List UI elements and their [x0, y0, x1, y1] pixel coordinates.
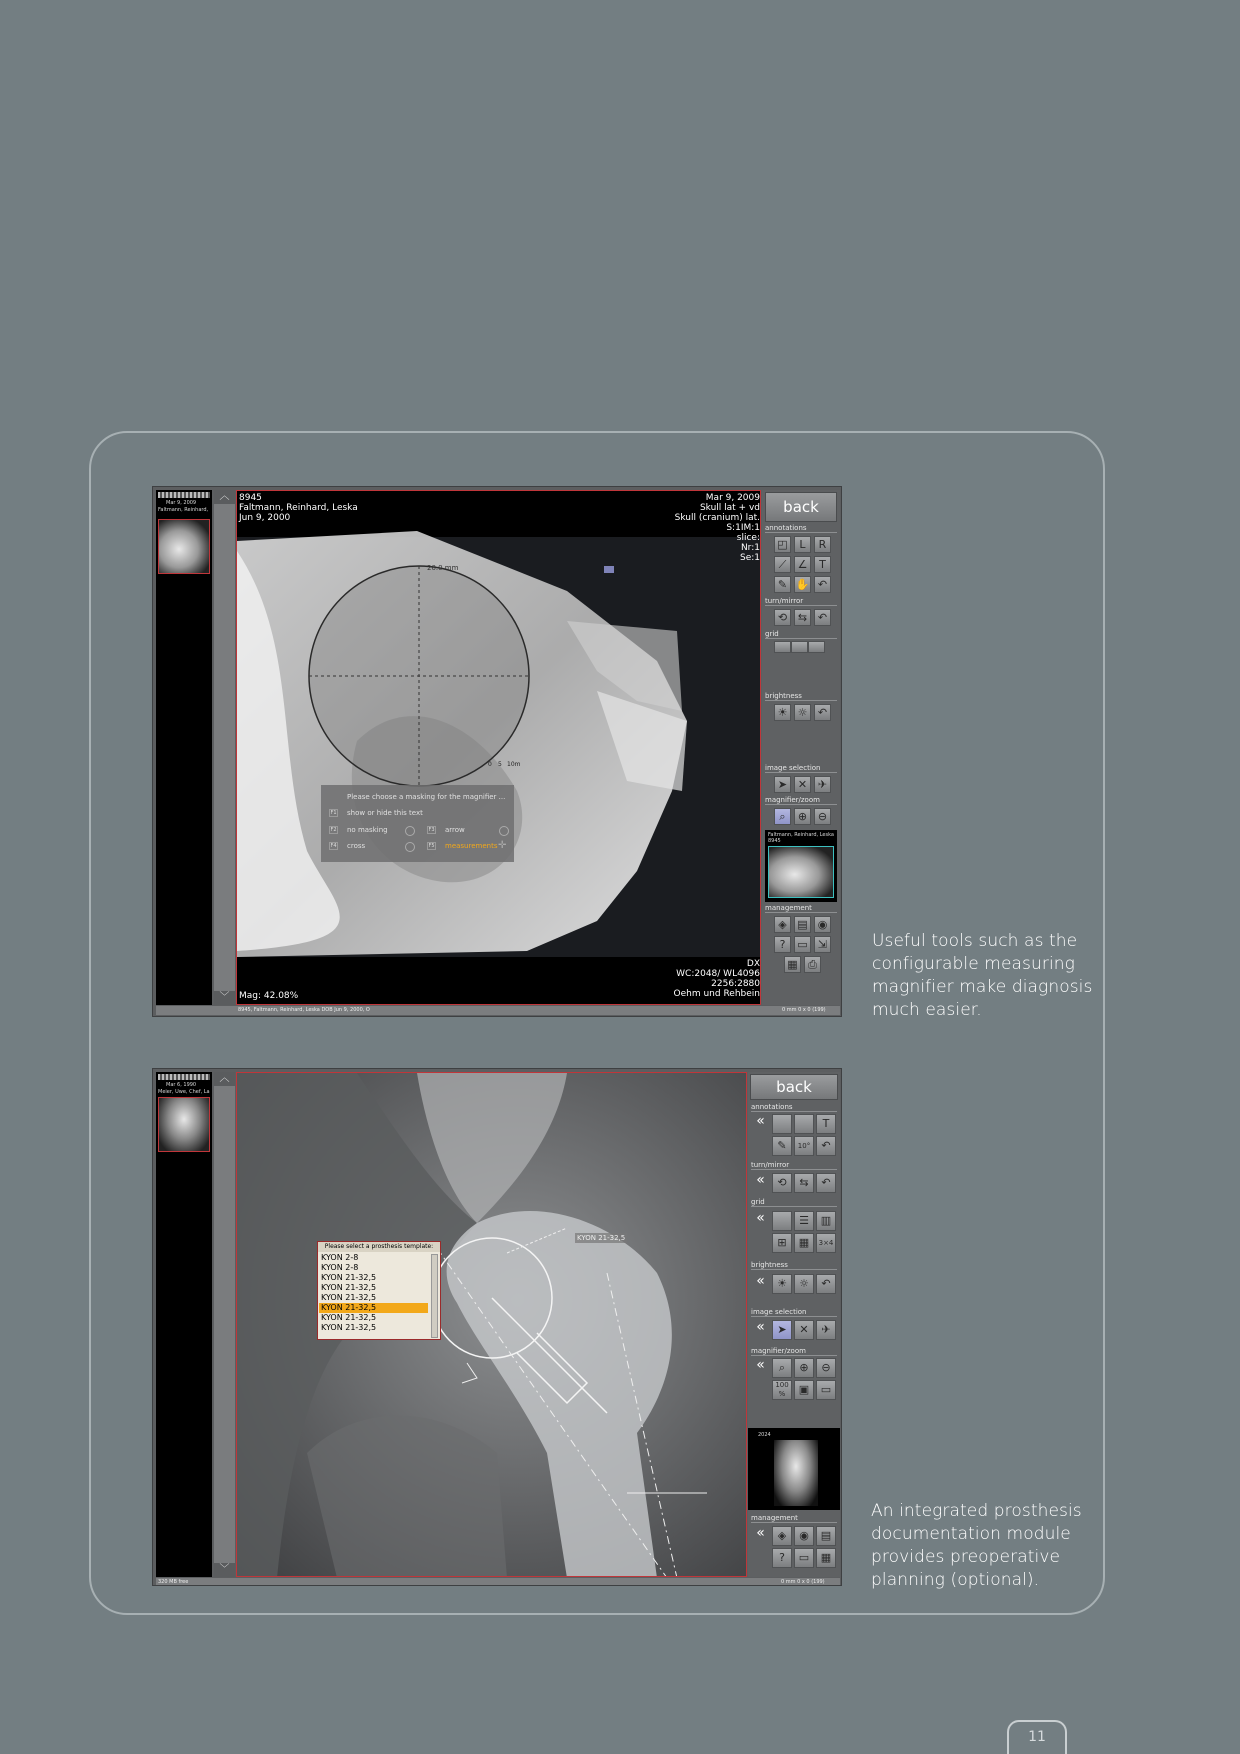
magnifier-ruler-label: 20.0 mm [427, 564, 459, 572]
hand-icon[interactable]: ✋ [795, 578, 810, 591]
thumbnail-image[interactable] [158, 1097, 210, 1152]
grid-1x2-icon[interactable] [791, 641, 808, 653]
key-f5[interactable]: F5 [428, 843, 435, 849]
section-image-selection: image selection [751, 1308, 807, 1316]
angle-icon[interactable]: ∠ [794, 556, 811, 573]
template-dialog [317, 1241, 441, 1340]
pen-icon[interactable]: ✎ [772, 1136, 792, 1156]
preview-id: 8945 [768, 838, 781, 844]
skull-xray-image [237, 491, 761, 1005]
caption-1 [872, 930, 1092, 1022]
brightness-up-icon[interactable]: ☀ [772, 1274, 792, 1294]
info-series: Skull (cranium) lat. [674, 513, 760, 523]
page-number: 11 [1007, 1720, 1067, 1754]
grid-1x1-icon[interactable] [774, 641, 791, 653]
zoom-100-icon[interactable]: 100 % [772, 1380, 792, 1400]
print-icon[interactable]: ⎙ [804, 956, 821, 973]
thumbnail-image[interactable] [158, 519, 210, 574]
tool-panel [762, 490, 840, 1005]
section-grid: grid [751, 1198, 765, 1206]
info-sim: S:1IM:1 [726, 523, 760, 533]
section-brightness: brightness [751, 1261, 788, 1269]
back-button[interactable]: back [765, 492, 837, 522]
text-icon[interactable]: T [816, 1114, 836, 1134]
scroll-down-icon[interactable]: ﹀ [214, 1563, 235, 1577]
caption-1-line: configurable measuring [872, 954, 1075, 974]
navigator-preview[interactable] [748, 1428, 840, 1510]
pen-icon[interactable]: ✎ [774, 576, 791, 593]
template-item[interactable]: KYON 21-32,5 [321, 1293, 377, 1302]
hip-xray-image [237, 1073, 747, 1577]
caption-1-line: magnifier make diagnosis [872, 977, 1093, 997]
collapse-zoom-icon[interactable]: « [756, 1357, 765, 1373]
delete-icon[interactable]: ✕ [794, 1320, 814, 1340]
template-list-scrollbar[interactable] [431, 1254, 438, 1338]
status-bar [156, 1578, 840, 1586]
caption-2-line: An integrated prosthesis [871, 1501, 1082, 1521]
scroll-up-icon[interactable]: ︿ [214, 1072, 235, 1086]
collapse-management-icon[interactable]: « [756, 1525, 765, 1541]
ruler-icon[interactable]: ⟋ [774, 556, 791, 573]
screenshot-prosthesis [152, 1068, 842, 1586]
text-icon[interactable]: T [814, 556, 831, 573]
collapse-selection-icon[interactable]: « [756, 1319, 765, 1335]
masking-option-cross[interactable]: cross [347, 842, 366, 850]
collapse-turn-icon[interactable]: « [756, 1172, 765, 1188]
info-date: Mar 9, 2009 [705, 493, 760, 503]
export-icon[interactable]: ⇲ [814, 936, 831, 953]
angle-icon[interactable]: 10° [794, 1136, 814, 1156]
mirror-icon[interactable]: ⇆ [794, 1173, 814, 1193]
thumbnail-name: Faltmann, Reinhard, [158, 507, 209, 513]
magnification-label: Mag: 42.08% [239, 991, 299, 1001]
info-window: WC:2048/ WL4096 [676, 969, 760, 979]
info-patient: Faltmann, Reinhard, Leska [239, 503, 358, 513]
caption-2-line: provides preoperative [871, 1547, 1061, 1567]
template-item[interactable]: KYON 2-8 [321, 1263, 359, 1272]
thumbnail-date: Mar 9, 2009 [166, 500, 197, 506]
radio-none[interactable] [405, 826, 415, 836]
undo-annotations-icon[interactable]: ↶ [816, 1136, 836, 1156]
pin-icon[interactable]: ✈ [814, 776, 831, 793]
grid-1x2-icon[interactable]: ☰ [794, 1211, 814, 1231]
status-bar [156, 1006, 840, 1015]
caption-1-line: much easier. [872, 1000, 982, 1020]
scale-5: 5 [498, 761, 502, 768]
key-f4[interactable]: F4 [330, 843, 337, 849]
section-magnifier-zoom: magnifier/zoom [751, 1347, 806, 1355]
caption-2-line: planning (optional). [871, 1570, 1040, 1590]
caption-2 [871, 1500, 1082, 1592]
info-bottom-right [674, 959, 760, 999]
help-icon[interactable]: ? [772, 1548, 792, 1568]
section-image-selection: image selection [765, 764, 821, 772]
key-f2[interactable]: F2 [330, 827, 337, 833]
save-icon[interactable]: ▤ [816, 1526, 836, 1546]
radio-cross[interactable] [405, 842, 415, 852]
brightness-down-icon[interactable]: ☼ [794, 704, 811, 721]
preview-id: 2024 [758, 1432, 771, 1438]
template-item[interactable]: KYON 2-8 [321, 1253, 359, 1262]
info-dob: Jun 9, 2000 [239, 513, 291, 523]
caption-1-line: Useful tools such as the [872, 931, 1078, 951]
help-icon[interactable]: ? [774, 936, 791, 953]
annotation-blank-icon[interactable] [794, 1114, 814, 1134]
monitor-icon[interactable]: ▭ [794, 936, 811, 953]
template-item-selected[interactable]: KYON 21-32,5 [319, 1303, 428, 1313]
thumbnail-name: Meier, Uwe, Chef, La [158, 1089, 210, 1095]
thumbnail-scrollbar[interactable] [214, 490, 235, 1005]
template-item[interactable]: KYON 21-32,5 [321, 1273, 377, 1282]
camera-icon[interactable]: ◉ [794, 1526, 814, 1546]
masking-option-measurements[interactable]: measurements [445, 842, 498, 850]
template-item[interactable]: KYON 21-32,5 [321, 1283, 377, 1292]
info-se: Se:1 [739, 553, 760, 563]
mirror-icon[interactable]: ⇆ [794, 609, 811, 626]
caption-2-line: documentation module [871, 1524, 1071, 1544]
back-button[interactable]: back [750, 1074, 838, 1100]
grid-2x2-icon[interactable]: ⊞ [772, 1233, 792, 1253]
key-f1[interactable]: F1 [330, 810, 337, 816]
annotation-shape-icon[interactable]: ◰ [774, 536, 791, 553]
key-f3[interactable]: F3 [428, 827, 435, 833]
undo-brightness-icon[interactable]: ↶ [814, 704, 831, 721]
info-right [675, 493, 760, 563]
grid-3x3-icon[interactable]: ▦ [794, 1233, 814, 1253]
scale-10: 10m [507, 761, 521, 768]
prosthesis-overlay-label: KYON 21-32,5 [577, 1234, 626, 1242]
camera-icon[interactable]: ◉ [814, 916, 831, 933]
screenshot-magnifier [152, 486, 842, 1017]
info-slice: slice: [736, 533, 760, 543]
crosshair-icon: ✛ [498, 840, 507, 851]
rotate-icon[interactable]: ⟲ [774, 609, 791, 626]
marker-l-icon[interactable]: L [794, 536, 811, 553]
report-icon[interactable]: ▦ [784, 956, 801, 973]
tool-panel [748, 1072, 840, 1577]
grid-2x1-icon[interactable] [808, 641, 825, 653]
info-study: Skull lat + vd [699, 503, 760, 513]
info-nr: Nr:1 [740, 543, 760, 553]
section-annotations: annotations [765, 524, 807, 532]
magnifier-icon[interactable]: ⌕ [774, 808, 791, 825]
collapse-brightness-icon[interactable]: « [756, 1273, 765, 1289]
brightness-up-icon[interactable]: ☀ [774, 704, 791, 721]
section-magnifier-zoom: magnifier/zoom [765, 796, 820, 804]
thumbnail-column [156, 490, 212, 1005]
image-viewer[interactable] [236, 490, 761, 1005]
zoom-out-icon[interactable]: ⊖ [814, 808, 831, 825]
undo-brightness-icon[interactable]: ↶ [816, 1274, 836, 1294]
layers-icon[interactable]: ◈ [774, 916, 791, 933]
section-turn-mirror: turn/mirror [751, 1161, 790, 1169]
report-icon[interactable]: ▦ [816, 1548, 836, 1568]
grid-2x1-icon[interactable]: ▥ [816, 1211, 836, 1231]
zoom-out-icon[interactable]: ⊖ [816, 1358, 836, 1378]
template-dialog-title: Please select a prosthesis template: [318, 1242, 440, 1252]
pin-icon[interactable]: ✈ [816, 1320, 836, 1340]
template-item[interactable]: KYON 21-32,5 [321, 1313, 377, 1322]
status-text: 320 MB free [158, 1579, 189, 1585]
fit-width-icon[interactable]: ▭ [816, 1380, 836, 1400]
status-text: 8945, Faltmann, Reinhard, Leska DOB Jun 9, 2000, O [238, 1007, 370, 1013]
scroll-up-icon[interactable]: ︿ [214, 490, 235, 504]
fit-window-icon[interactable]: ▣ [794, 1380, 814, 1400]
preview-name: Faltmann, Reinhard, Leska [768, 832, 834, 838]
section-management: management [765, 904, 812, 912]
save-icon[interactable]: ▤ [794, 916, 811, 933]
rotate-icon[interactable]: ⟲ [772, 1173, 792, 1193]
info-dimensions: 2256:2880 [711, 979, 760, 989]
status-right: 0 mm 0 x 0 (199) [781, 1579, 825, 1585]
info-modality: DX [746, 959, 760, 969]
layers-icon[interactable]: ◈ [772, 1526, 792, 1546]
delete-icon[interactable]: ✕ [794, 776, 811, 793]
masking-option-arrow[interactable]: arrow [445, 826, 465, 834]
info-institution: Oehm und Rehbein [673, 989, 760, 999]
grid-1x1-icon[interactable] [772, 1211, 792, 1231]
section-brightness: brightness [765, 692, 802, 700]
thumbnail-date: Mar 6, 1990 [166, 1082, 197, 1088]
toggle-text-option[interactable]: show or hide this text [347, 809, 423, 817]
brightness-down-icon[interactable]: ☼ [794, 1274, 814, 1294]
collapse-annotations-icon[interactable]: « [756, 1113, 765, 1129]
undo-turn-icon[interactable]: ↶ [814, 609, 831, 626]
section-turn-mirror: turn/mirror [765, 597, 804, 605]
thumbnail-scrollbar[interactable] [214, 1072, 235, 1577]
annotation-blank-icon[interactable] [772, 1114, 792, 1134]
image-viewer[interactable] [236, 1072, 747, 1577]
marker-r-icon[interactable]: R [814, 536, 831, 553]
collapse-grid-icon[interactable]: « [756, 1210, 765, 1226]
pointer-icon[interactable]: ➤ [774, 776, 791, 793]
monitor-icon[interactable]: ▭ [794, 1548, 814, 1568]
radio-arrow[interactable] [499, 826, 509, 836]
undo-turn-icon[interactable]: ↶ [816, 1173, 836, 1193]
status-right: 0 mm 0 x 0 (199) [782, 1007, 826, 1013]
popup-title: Please choose a masking for the magnifier ... [347, 793, 506, 801]
pointer-icon[interactable]: ➤ [772, 1320, 792, 1340]
grid-3x4-icon[interactable]: 3×4 [816, 1233, 836, 1253]
scale-0: 0 [488, 761, 492, 768]
magnifier-icon[interactable]: ⌕ [772, 1358, 792, 1378]
template-item[interactable]: KYON 21-32,5 [321, 1323, 377, 1332]
undo-annotations-icon[interactable]: ↶ [814, 576, 831, 593]
masking-option-none[interactable]: no masking [347, 826, 388, 834]
navigator-preview[interactable] [765, 830, 837, 902]
thumbnail-column [156, 1072, 212, 1577]
section-annotations: annotations [751, 1103, 793, 1111]
zoom-in-icon[interactable]: ⊕ [794, 808, 811, 825]
template-list[interactable] [319, 1253, 428, 1333]
magnifier-popup [321, 785, 514, 862]
zoom-in-icon[interactable]: ⊕ [794, 1358, 814, 1378]
info-id: 8945 [239, 493, 262, 503]
section-grid: grid [765, 630, 779, 638]
scroll-down-icon[interactable]: ﹀ [214, 991, 235, 1005]
section-management: management [751, 1514, 798, 1522]
